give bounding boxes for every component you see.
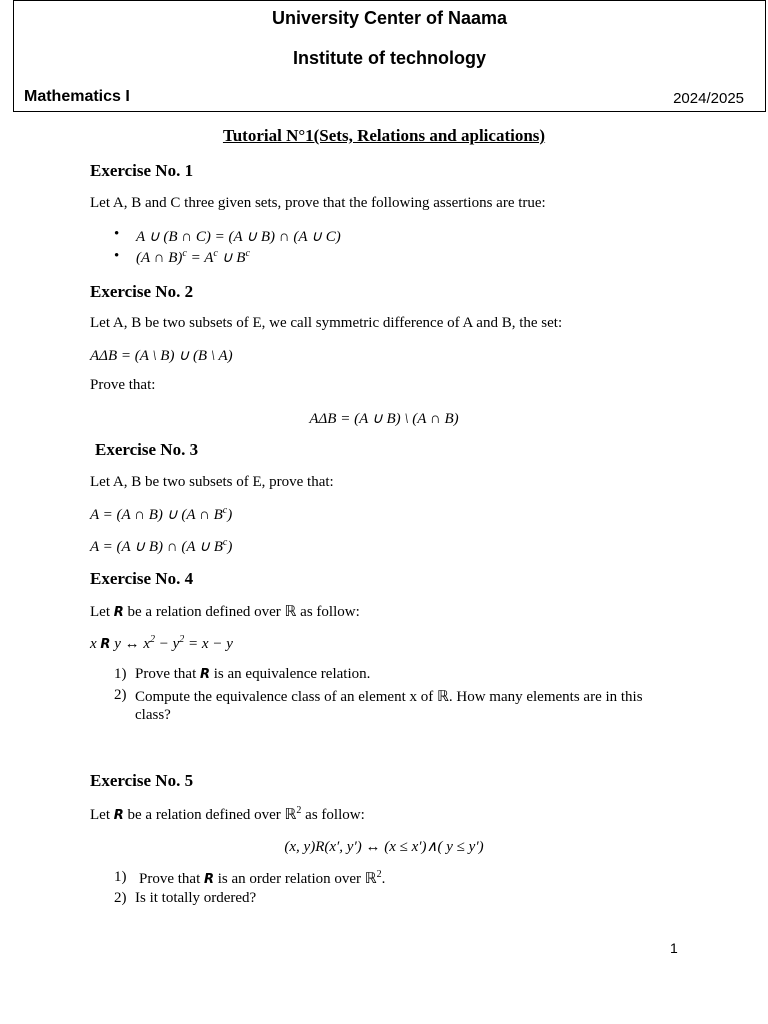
exercise-5-q2: Is it totally ordered? — [135, 890, 257, 906]
page-number: 1 — [670, 940, 678, 956]
exercise-4-q2-line-1: Compute the equivalence class of an element x of ℝ. How many elements are in this — [135, 689, 643, 705]
exercise-4-intro: Let R be a relation defined over ℝ as follow: — [90, 604, 360, 620]
page-title: Tutorial N°1(Sets, Relations and aplications) — [222, 126, 546, 145]
exercise-1-intro: Let A, B and C three given sets, prove that the following assertions are true: — [90, 195, 546, 211]
exercise-2-definition: AΔB = (A \ B) ∪ (B \ A) — [90, 348, 233, 364]
exercise-2-prove-label: Prove that: — [90, 377, 156, 393]
exercise-5-heading: Exercise No. 5 — [90, 771, 194, 790]
exercise-5-q1-number: 1) — [114, 869, 127, 885]
exercise-3-equation-1: A = (A ∩ B) ∪ (A ∩ $B^c$) — [90, 505, 233, 523]
exercise-2-claim: AΔB = (A ∪ B) \ (A ∩ B) — [309, 411, 459, 427]
exercise-3-heading: Exercise No. 3 — [95, 440, 199, 459]
exercise-1-heading: Exercise No. 1 — [90, 161, 194, 180]
bullet-icon: • — [114, 248, 120, 264]
exercise-4-q2-number: 2) — [114, 687, 127, 703]
bullet-icon: • — [114, 226, 120, 242]
exercise-5-intro: Let R be a relation defined over ℝ$^2$ as follow: — [90, 805, 365, 823]
exercise-4-q1-number: 1) — [114, 666, 127, 682]
exercise-3-equation-2: A = (A ∪ B) ∩ (A ∪ $B^c$) — [90, 537, 233, 555]
academic-year: 2024/2025 — [673, 90, 744, 107]
exercise-4-relation: x R y ↔ $x^2 - y^2 = x - y$ — [90, 634, 233, 652]
exercise-3-intro: Let A, B be two subsets of E, prove that: — [90, 474, 334, 490]
exercise-4-heading: Exercise No. 4 — [90, 569, 194, 588]
exercise-4-q1: Prove that R is an equivalence relation. — [135, 666, 371, 682]
exercise-1-item-1: A ∪ (B ∩ C) = (A ∪ B) ∩ (A ∪ C) — [136, 229, 341, 245]
relation-symbol: R — [113, 605, 124, 620]
exercise-1-item-2: (A ∩ $B)^c = A^c$ ∪ $B^c$ — [136, 248, 250, 266]
exercise-4-q2-line-2: class? — [135, 707, 171, 723]
institute-name: Institute of technology — [293, 48, 486, 68]
exercise-5-q1: Prove that R is an order relation over ℝ$^2$. — [139, 869, 386, 887]
exercise-2-heading: Exercise No. 2 — [90, 282, 194, 301]
university-name: University Center of Naama — [271, 8, 508, 28]
exercise-5-q2-number: 2) — [114, 890, 127, 906]
course-name: Mathematics I — [24, 88, 130, 105]
header-box — [13, 0, 766, 112]
exercise-2-intro: Let A, B be two subsets of E, we call symmetric difference of A and B, the set: — [90, 315, 563, 331]
exercise-5-relation: (x, y)R(x′, y′) ↔ (x ≤ x′)∧( y ≤ y′) — [284, 839, 484, 855]
